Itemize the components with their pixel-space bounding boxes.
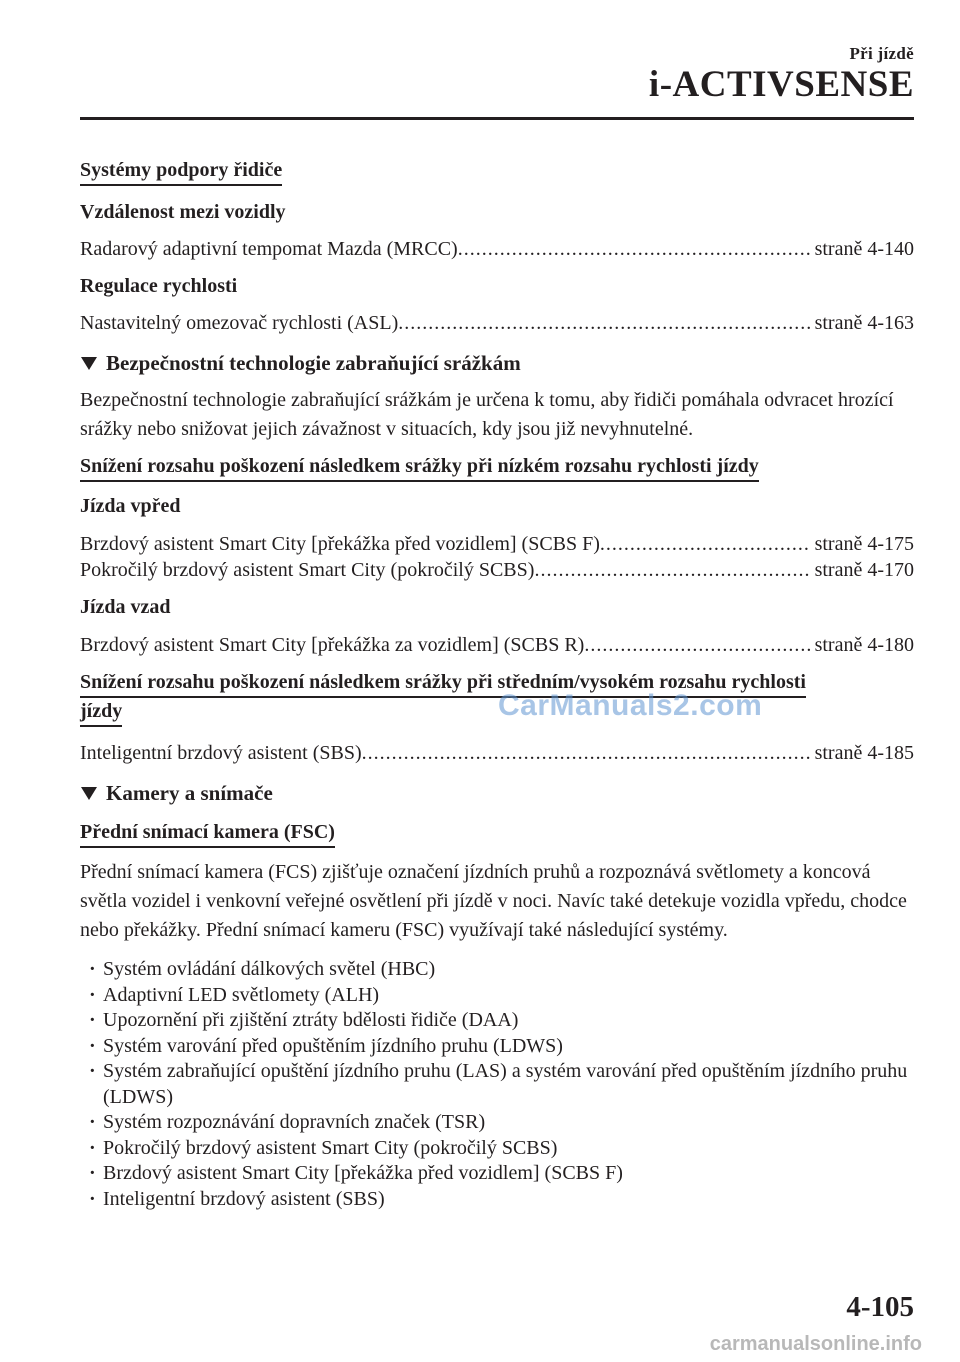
toc-entry-text: Radarový adaptivní tempomat Mazda (MRCC) [80,238,458,260]
cameras-heading [80,780,914,806]
toc-entry-text: Nastavitelný omezovač rychlosti (ASL) [80,312,399,334]
chapter-subtitle: Při jízdě [849,44,914,63]
watermark-logo: CarManuals2.com [498,689,763,722]
list-item: · Brzdový asistent Smart City [překážka před vozidlem] (SCBS F) [80,1161,914,1187]
list-item: · Systém rozpoznávání dopravních značek (TSR) [80,1110,914,1136]
list-item: · Adaptivní LED světlomety (ALH) [80,983,914,1009]
toc-entry-page: straně 4-163 [814,312,914,334]
cameras-section [80,780,914,1212]
toc-entry[interactable] [80,557,914,583]
group-label: Vzdálenost mezi vozidly [80,201,286,223]
list-item: · Systém zabraňující opuštění jízdního pruhu (LAS) a systém varování před opuštěním jízdního pruhu (LDWS) [80,1059,914,1110]
group-label: Regulace rychlosti [80,275,238,297]
toc-entry[interactable] [80,236,914,262]
toc-leader-dots [584,632,810,658]
toc-entry-text: Brzdový asistent Smart City [překážka před vozidlem] (SCBS F) [80,533,600,555]
page-number: 4-105 [846,1291,914,1323]
toc-entry[interactable] [80,310,914,336]
collision-intro: Bezpečnostní technologie zabraňující srážkám je určena k tomu, aby řidiči pomáhala odvracet hrozící srážky nebo snižovat jejich závažnost v situacích, kdy jsou již nevyhnutelné. [80,389,894,440]
cameras-heading-text: Kamery a snímače [106,781,273,805]
mid-high-speed-heading [80,670,914,727]
footer-site-link[interactable]: carmanualsonline.info [709,1333,922,1355]
toc-entry-page: straně 4-140 [814,238,914,260]
list-item: · Inteligentní brzdový asistent (SBS) [80,1187,914,1213]
fsc-description: Přední snímací kamera (FCS) zjišťuje označení jízdních pruhů a rozpoznává světlomety a koncová světla vozidel i venkovní veřejné osvětlení při jízdě v noci. Navíc také detekuje vozidla vpředu, chodce nebo překážky. Přední snímací kameru (FSC) využívají také následující systémy. [80,861,907,941]
triangle-bullet-icon [81,787,97,800]
group-label: Jízda vzad [80,596,171,618]
toc-leader-dots [458,236,811,262]
collision-section [80,350,914,766]
toc-entry[interactable] [80,740,914,766]
collision-heading-text: Bezpečnostní technologie zabraňující srážkám [106,351,521,375]
toc-leader-dots [362,740,811,766]
page-header [649,44,914,104]
toc-entry[interactable] [80,531,914,557]
header-divider [80,117,914,120]
mid-high-speed-heading-line: jízdy [80,699,122,727]
low-speed-heading: Snížení rozsahu poškození následkem srážky při nízkém rozsahu rychlosti jízdy [80,454,759,482]
toc-entry-page: straně 4-185 [814,742,914,764]
toc-entry-page: straně 4-175 [814,533,914,555]
toc-leader-dots [600,531,811,557]
toc-leader-dots [534,557,810,583]
group-label: Jízda vpřed [80,495,181,517]
toc-entry-text: Brzdový asistent Smart City [překážka za vozidlem] (SCBS R) [80,634,585,656]
list-item: · Pokročilý brzdový asistent Smart City (pokročilý SCBS) [80,1136,914,1162]
toc-leader-dots [398,310,810,336]
page-content [80,158,914,1212]
collision-heading [80,350,914,376]
list-item: · Systém varování před opuštěním jízdního pruhu (LDWS) [80,1034,914,1060]
fsc-heading: Přední snímací kamera (FSC) [80,820,335,848]
list-item: · Upozornění při zjištění ztráty bdělosti řidiče (DAA) [80,1008,914,1034]
fsc-systems-list [80,957,914,1212]
toc-entry-page: straně 4-180 [814,634,914,656]
triangle-bullet-icon [81,357,97,370]
toc-entry-text: Inteligentní brzdový asistent (SBS) [80,742,362,764]
chapter-title: i-ACTIVSENSE [648,64,914,105]
toc-entry-text: Pokročilý brzdový asistent Smart City (pokročilý SCBS) [80,559,535,581]
toc-entry-page: straně 4-170 [814,559,914,581]
driver-support-heading: Systémy podpory řidiče [80,158,282,186]
driver-support-section [80,158,914,336]
mid-high-speed-heading-line: Snížení rozsahu poškození následkem srážky při středním/vysokém rozsahu rychlosti [80,670,806,698]
toc-entry[interactable] [80,632,914,658]
list-item: · Systém ovládání dálkových světel (HBC) [80,957,914,983]
